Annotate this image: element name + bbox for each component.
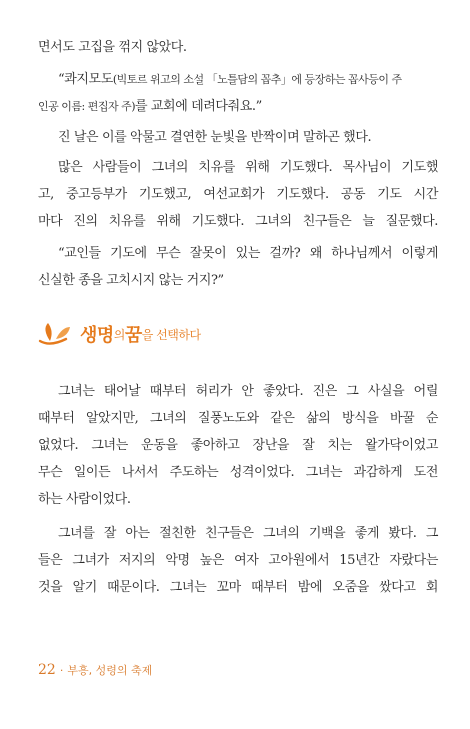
section-heading — [36, 318, 201, 350]
text-line: 하는 사람이었다. — [38, 492, 131, 507]
text-line: 그녀는 태어날 때부터 허리가 안 좋았다. 진은 그 사실을 어릴 — [58, 384, 438, 399]
paragraph-quote-quasimodo — [38, 66, 438, 120]
text-line: 면서도 고집을 꺾지 않았다. — [38, 40, 187, 55]
paragraph-5 — [38, 240, 438, 294]
heading-particle: 의 — [113, 327, 125, 342]
text-line — [38, 66, 438, 93]
text-line: 없었다. 그녀는 운동을 좋아하고 장난을 잘 치는 왈가닥이었고 — [38, 438, 438, 453]
page-number: 22 — [38, 662, 56, 678]
text-line: “교인들 기도에 무슨 잘못이 있는 걸까? 왜 하나님께서 이렇게 — [58, 246, 438, 261]
text-line: 많은 사람들이 그녀의 치유를 위해 기도했다. 목사님이 기도했 — [58, 160, 438, 175]
paragraph-1 — [38, 34, 438, 61]
page-footer — [38, 662, 152, 678]
quote-text: 를 교회에 데려다줘요.” — [135, 99, 262, 114]
text-line: 마다 진의 치유를 위해 기도했다. 그녀의 친구들은 늘 질문했다. — [38, 214, 438, 229]
heading-word: 생명 — [80, 325, 114, 346]
text-line: 그녀를 잘 아는 절친한 친구들은 그녀의 기백을 좋게 봤다. 그 — [58, 526, 438, 541]
book-title: 부흥, 성령의 축제 — [67, 664, 153, 677]
text-line: 신실한 종을 고치시지 않는 거지?” — [38, 273, 224, 288]
footer-separator: · — [59, 664, 64, 677]
editor-note: 인공 이름: 편집자 주) — [38, 100, 135, 113]
paragraph-4 — [38, 154, 438, 235]
text-line: 무슨 일이든 나서서 주도하는 성격이었다. 그녀는 과감하게 도전 — [38, 465, 438, 480]
paragraph-3 — [38, 124, 438, 151]
text-line: 진 날은 이를 악물고 결연한 눈빛을 반짝이며 말하곤 했다. — [58, 130, 372, 145]
text-line: 것을 알기 때문이다. 그녀는 꼬마 때부터 밤에 오줌을 쌌다고 회 — [38, 580, 438, 595]
quote-text: “콰지모도 — [58, 72, 113, 87]
paragraph-6 — [38, 378, 438, 513]
editor-note: (빅토르 위고의 소설 「노틀담의 꼽추」에 등장하는 꼽사등이 주 — [112, 73, 402, 86]
paragraph-7 — [38, 520, 438, 601]
heading-word: 꿈 — [124, 325, 142, 346]
text-line — [38, 93, 438, 120]
text-line: 고, 중고등부가 기도했고, 여선교회가 기도했다. 공동 기도 시간 — [38, 187, 438, 202]
heading-rest: 을 선택하다 — [141, 327, 201, 342]
text-line: 때부터 알았지만, 그녀의 질풍노도와 같은 삶의 방식을 바꿀 순 — [38, 411, 438, 426]
leaf-sprout-icon — [36, 319, 74, 349]
text-line: 들은 그녀가 저지의 악명 높은 여자 고아원에서 15년간 자랐다는 — [38, 553, 438, 568]
